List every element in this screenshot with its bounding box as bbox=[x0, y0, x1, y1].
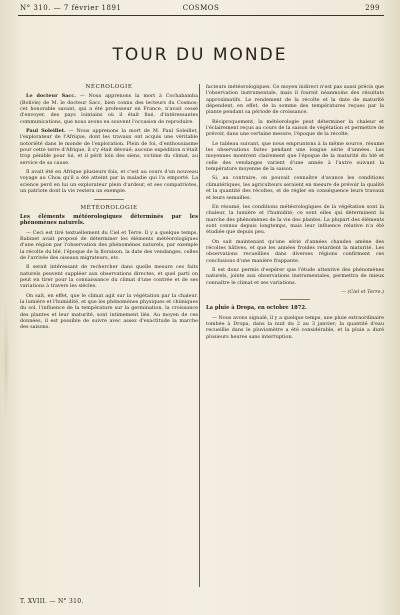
section-title-necrologie: NÉCROLOGIE bbox=[85, 84, 133, 90]
page-title: TOUR DU MONDE bbox=[112, 45, 288, 66]
journal-name: COSMOS bbox=[182, 4, 220, 12]
article-subhead: Les éléments météorologiques déterminés par les phénomènes naturels. bbox=[20, 213, 198, 227]
section-title-meteorologie: MÉTÉOROLOGIE bbox=[80, 204, 138, 211]
section-divider bbox=[280, 299, 310, 300]
right-column bbox=[206, 84, 384, 587]
paragraph-lead: Le docteur Sacc. bbox=[26, 93, 76, 100]
paragraph: Réciproquement, la météorologie peut déterminer la chaleur et l'éclairement reçus au cours de la saison de végétation et permettre de prévoir, dans une certaine mesure, l'époque de la récolte. bbox=[206, 118, 384, 138]
paragraph: Si, au contraire, on pouvait connaître d'avance les conditions climatériques, les agriculteurs seraient en mesure de prévoir la qualité et la quantité des récoltes, et de régler en conséquence leurs travaux et leurs semailles. bbox=[206, 175, 384, 201]
paragraph-text: — Nous apprenons la mort à Cochabamba (Bolivie) de M. le docteur Sacc, bien connu des lecteurs du Cosmos; cet honorable savant, qui a été professeur en France, n'avait cessé d'envoyer, des pays lointains où il était fixé, d'intéressantes communications, que nous avons eu souvent l'occasion de reproduire. bbox=[20, 93, 198, 125]
paragraph: Il avait été en Afrique plusieurs fois, et c'est au cours d'un nouveau voyage au Choa qu'il a été atteint par la maladie qui l'a emporté. La science perd en lui un explorateur plein d'ardeur, et ses compatriotes, un patriote dont la vie restera un exemple. bbox=[20, 169, 198, 195]
paragraph: facteurs météorologiques. Ce moyen indirect n'est pas aussi précis que l'observation instrumentale, mais il fournit néanmoins des résultats approximatifs. Le rendement de la récolte et la date de maturité dépendent, en effet, de la somme des températures reçues par la plante pendant sa période de croissance. bbox=[206, 84, 384, 116]
article-subhead: La pluie à Dropa, en octobre 1872. bbox=[206, 305, 307, 312]
paragraph-text: — Nous apprenons la mort de M. Paul Soleillet, l'explorateur de l'Afrique, dont les travaux ont acquis une véritable notoriété dans le monde de l'exploration. Plein de foi, d'enthousiasme pour cette terre d'Afrique, il s'y était dévoué; aucune expédition n'était trop pénible pour lui, et il périt loin des siens, victime du climat, au service de sa cause. bbox=[20, 128, 198, 166]
column-rule bbox=[199, 84, 200, 587]
page-stain bbox=[3, 300, 9, 420]
article-source: — (Ciel et Terre.) bbox=[341, 288, 384, 295]
paragraph: Il serait intéressant de rechercher dans quelle mesure ces faits naturels peuvent suppléer aux observations directes, et quel parti on peut en tirer pour la connaissance du climat d'une contrée et de ses variations à travers les siècles. bbox=[20, 264, 198, 290]
left-column bbox=[20, 84, 198, 587]
issue-date: N° 310. — 7 février 1891 bbox=[20, 4, 122, 12]
paragraph: Le tableau suivant, que nous empruntons à la même source, résume les observations faites pendant une longue série d'années. Les moyennes montrent clairement que l'époque de la maturité du blé et celle des vendanges varient d'une année à l'autre suivant la température moyenne de la saison. bbox=[206, 140, 384, 173]
paragraph: Il est donc permis d'espérer que l'étude attentive des phénomènes naturels, jointe aux observations instrumentales, permettra de mieux connaître le climat et ses variations. bbox=[206, 266, 384, 286]
paragraph bbox=[20, 128, 198, 166]
paragraph: — Ceci est tiré textuellement du Ciel et Terre. Il y a quelque temps, Babinet avait proposé de déterminer les éléments météorologiques d'une région par l'observation des phénomènes naturels, par exemple la récolte du blé, l'époque de la floraison, la date des vendanges, celles de l'arrivée des oiseaux migrateurs, etc. bbox=[20, 229, 198, 262]
paragraph bbox=[20, 93, 198, 125]
paragraph: On sait maintenant qu'une série d'années chaudes amène des récoltes hâtives, et que les années froides retardent la maturité. Les observations recueillies dans diverses régions confirment ces conclusions d'une manière frappante. bbox=[206, 238, 384, 264]
running-header bbox=[18, 2, 384, 14]
paragraph-lead: Paul Soleillet. bbox=[26, 128, 66, 135]
page-number: 299 bbox=[365, 4, 380, 12]
header-rule bbox=[18, 15, 384, 16]
paragraph: En résumé, les conditions météorologiques de la végétation sont la chaleur, la lumière et l'humidité; ce sont elles qui déterminent la marche des phénomènes de la vie des plantes. La plupart des éléments sont connus depuis longtemps, mais leur influence relative n'a été étudiée que depuis peu. bbox=[206, 203, 384, 236]
section-divider bbox=[94, 199, 124, 200]
paragraph: — Nous avons signalé, il y a quelque temps, une pluie extraordinaire tombée à Dropa, dans la nuit du 2 au 3 janvier; la quantité d'eau recueillie dans le pluviomètre a été considérable, et la pluie a duré plusieurs heures sans interruption. bbox=[206, 314, 384, 340]
footer-volume: T. XVIII. — N° 310. bbox=[20, 598, 84, 605]
paragraph: On sait, en effet, que le climat agit sur la végétation par la chaleur, la lumière et l'humidité, et que les phénomènes physiques et chimiques du sol, l'influence de la température sur la germination, la croissance des plantes et leur maturité, sont intimement liés. Au moyen de ces données, il est possible de suivre avec assez d'exactitude la marche des saisons. bbox=[20, 292, 198, 331]
